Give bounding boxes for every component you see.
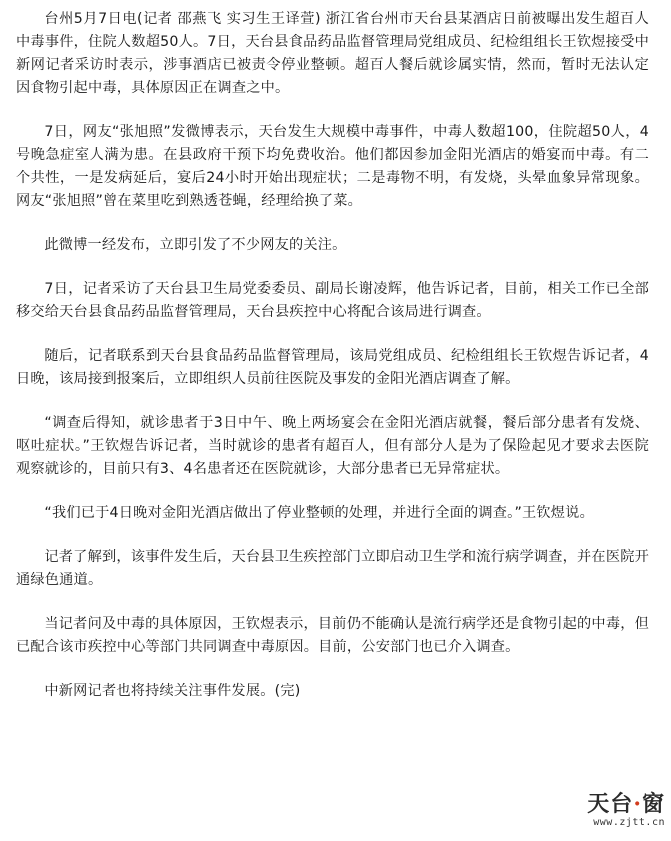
article-paragraph-closure-quote: “我们已于4日晚对金阳光酒店做出了停业整顿的处理，并进行全面的调查。”王钦煜说。 (44, 505, 594, 521)
article-paragraph-weibo-post: 7日，网友“张旭照”发微博表示，天台发生大规模中毒事件，中毒人数超100，住院超50人，4号晚急症室人满为患。在县政府干预下均免费收治。他们都因参加金阳光酒店的婚宴而中毒。有二个共性，一是发病延后，宴后24小时开始出现症状；二是毒物不明，有发烧，头晕血象异常现象。网友“张旭照”曾在菜里吃到熟透苍蝇，经理给换了菜。 (16, 124, 649, 209)
article-paragraph-lead: 台州5月7日电(记者 邵燕飞 实习生王译萱) 浙江省台州市天台县某酒店日前被曝出发生超百人中毒事件，住院人数超50人。7日，天台县食品药品监督管理局党组成员、纪检组组长王钦煜接受中新网记者采访时表示，涉事酒店已被责令停业整顿。超百人餐后就诊属实情，然而，暂时无法认定因食物引起中毒，具体原因正在调查之中。 (16, 11, 649, 96)
article-paragraph-netizen-attention: 此微博一经发布，立即引发了不少网友的关注。 (44, 237, 347, 253)
article-paragraph-health-bureau: 7日，记者采访了天台县卫生局党委委员、副局长谢凌辉，他告诉记者，目前，相关工作已全部移交给天台县食品药品监督管理局，天台县疾控中心将配合该局进行调查。 (16, 281, 649, 320)
article-paragraph-cdc-response: 记者了解到，该事件发生后，天台县卫生疾控部门立即启动卫生学和流行病学调查，并在医院开通绿色通道。 (16, 549, 649, 588)
article-paragraph-food-bureau-contact: 随后，记者联系到天台县食品药品监督管理局，该局党组成员、纪检组组长王钦煜告诉记者，4日晚，该局接到报案后，立即组织人员前往医院及事发的金阳光酒店调查了解。 (16, 348, 649, 387)
article-paragraph-investigation-quote: “调查后得知，就诊患者于3日中午、晚上两场宴会在金阳光酒店就餐，餐后部分患者有发烧、呕吐症状。”王钦煜告诉记者，当时就诊的患者有超百人，但有部分人是为了保险起见才要求去医院观察就诊的，目前只有3、4名患者还在医院就诊，大部分患者已无异常症状。 (16, 415, 649, 477)
watermark-url: www.zjtt.cn (593, 817, 665, 828)
article-paragraph-cause-unknown: 当记者问及中毒的具体原因，王钦煜表示，目前仍不能确认是流行病学还是食物引起的中毒，但已配合该市疾控中心等部门共同调查中毒原因。目前，公安部门也已介入调查。 (16, 616, 649, 655)
site-watermark (561, 791, 665, 835)
watermark-logo-main: 天台 (587, 791, 634, 817)
watermark-logo (561, 791, 665, 817)
watermark-logo-end: 窗 (641, 791, 665, 817)
article-paragraph-closing: 中新网记者也将持续关注事件发展。(完) (44, 683, 301, 699)
watermark-logo-dot: · (633, 791, 642, 817)
